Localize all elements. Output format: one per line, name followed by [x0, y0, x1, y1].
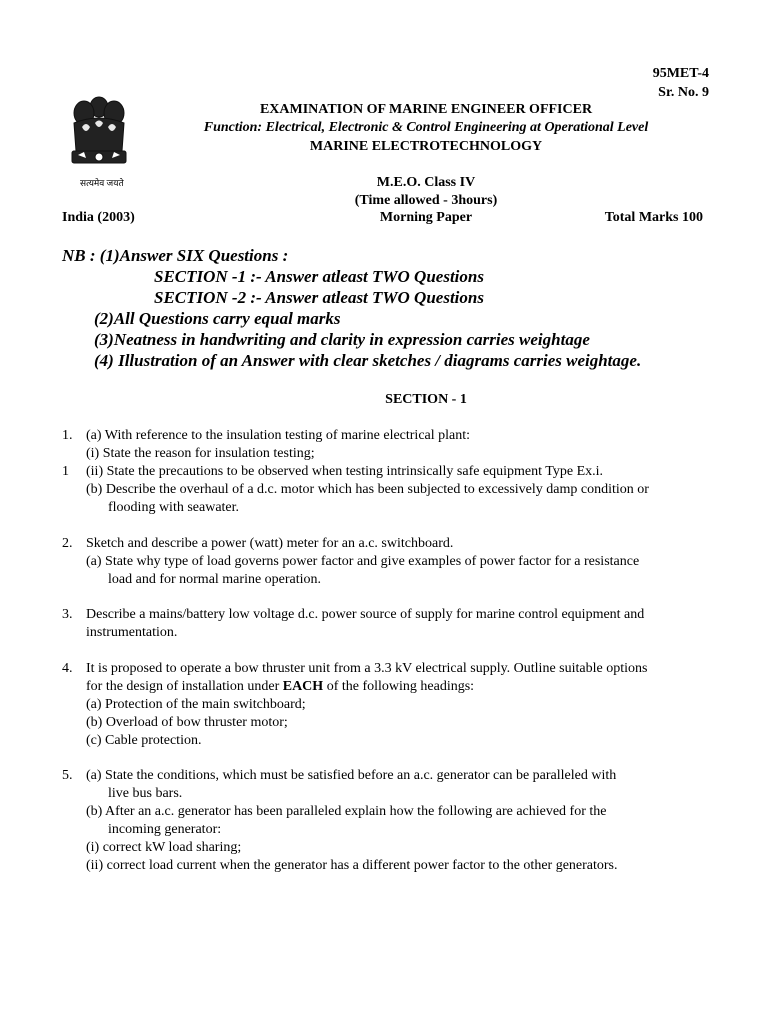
question-5b-line-1: (b) After an a.c. generator has been paralleled explain how the following are achieved for the [86, 804, 607, 819]
question-1-margin-mark: 1 [62, 464, 69, 479]
question-5b-i: (i) correct kW load sharing; [86, 840, 242, 855]
time-allowed: (Time allowed - 3hours) [354, 193, 498, 208]
question-1a-ii: (ii) State the precautions to be observed when testing intrinsically safe equipment Type Ex.i. [86, 464, 604, 479]
question-2-main: Sketch and describe a power (watt) meter for an a.c. switchboard. [86, 536, 454, 551]
paper-code: 95MET-4 [652, 66, 709, 81]
exam-title: EXAMINATION OF MARINE ENGINEER OFFICER [259, 102, 593, 117]
nb-line-4: (2)All Questions carry equal marks [94, 309, 341, 328]
function-line: Function: Electrical, Electronic & Control Engineering at Operational Level [203, 120, 649, 135]
total-marks: Total Marks 100 [604, 210, 703, 225]
question-5b-line-2: incoming generator: [108, 822, 222, 837]
section-title: SECTION - 1 [385, 392, 467, 407]
question-4a: (a) Protection of the main switchboard; [86, 697, 306, 712]
question-2a-line-1: (a) State why type of load governs power factor and give examples of power factor for a resistance [86, 554, 640, 569]
paper-session: Morning Paper [379, 210, 473, 225]
emblem-caption: सत्यमेव जयते [80, 178, 124, 188]
question-2a-line-2: load and for normal marine operation. [108, 572, 322, 587]
nb-line-5: (3)Neatness in handwriting and clarity in expression carries weightage [94, 330, 590, 349]
question-1a-i: (i) State the reason for insulation testing; [86, 446, 315, 461]
class-title: M.E.O. Class IV [376, 175, 476, 190]
question-4-line-1: It is proposed to operate a bow thruster unit from a 3.3 kV electrical supply. Outline suitable options [86, 661, 648, 676]
question-1-number: 1. [62, 428, 73, 443]
question-4b: (b) Overload of bow thruster motor; [86, 715, 288, 730]
question-1b-line-2: flooding with seawater. [108, 500, 240, 515]
nb-line-2: SECTION -1 :- Answer atleast TWO Questions [154, 267, 484, 286]
subject-title: MARINE ELECTROTECHNOLOGY [309, 139, 543, 154]
question-1b-line-1: (b) Describe the overhaul of a d.c. motor which has been subjected to excessively damp condition or [86, 482, 649, 497]
question-5b-ii: (ii) correct load current when the generator has a different power factor to the other generators. [86, 858, 618, 873]
question-4-number: 4. [62, 661, 73, 676]
nb-line-1: NB : (1)Answer SIX Questions : [62, 246, 289, 265]
serial-number: Sr. No. 9 [658, 85, 709, 100]
question-5a-line-1: (a) State the conditions, which must be satisfied before an a.c. generator can be paralleled with [86, 768, 617, 783]
nb-line-3: SECTION -2 :- Answer atleast TWO Questions [154, 288, 484, 307]
question-3-line-2: instrumentation. [86, 625, 178, 640]
question-4c: (c) Cable protection. [86, 733, 202, 748]
question-1a: (a) With reference to the insulation testing of marine electrical plant: [86, 428, 471, 443]
question-4-line-2 [86, 678, 474, 696]
question-2-number: 2. [62, 536, 73, 551]
country-year: India (2003) [62, 210, 135, 225]
question-3-line-1: Describe a mains/battery low voltage d.c. power source of supply for marine control equipment and [86, 607, 645, 622]
nb-line-6: (4) Illustration of an Answer with clear sketches / diagrams carries weightage. [94, 351, 642, 370]
question-5-number: 5. [62, 768, 73, 783]
question-4-each-emphasis: EACH [282, 679, 324, 694]
question-4-line-2-pre: for the design of installation under [86, 679, 283, 694]
question-4-line-2-post: of the following headings: [323, 679, 475, 694]
question-3-number: 3. [62, 607, 73, 622]
question-5a-line-2: live bus bars. [108, 786, 183, 801]
